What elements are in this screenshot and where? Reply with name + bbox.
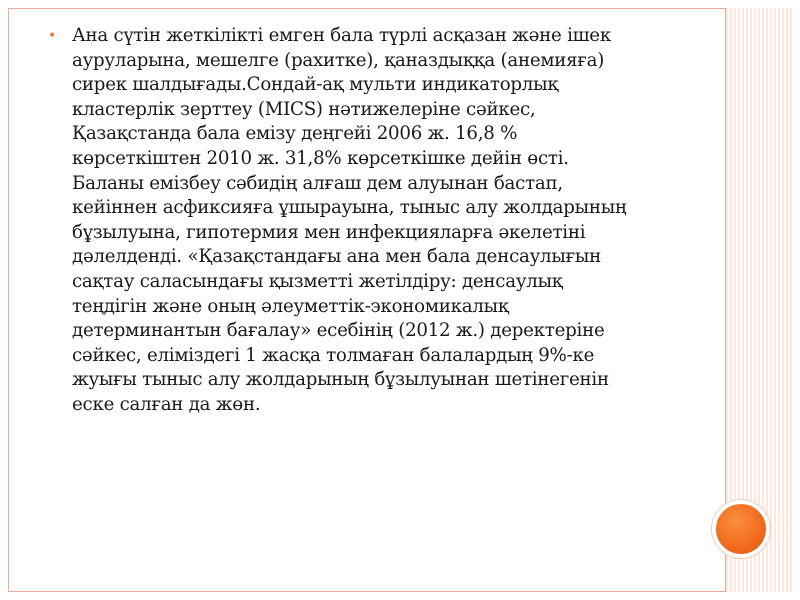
text-line: бұзылуына, гипотермия мен инфекцияларға әкелетіні (72, 221, 586, 243)
slide-content (48, 24, 698, 418)
text-line: детерминантын бағалау» есебінің (2012 ж.) деректеріне (72, 320, 605, 342)
text-line: теңдігін және оның әлеуметтік-экономикалық (72, 295, 509, 317)
text-line: еске салған да жөн. (72, 393, 261, 415)
text-line: кластерлік зерттеу (MICS) нәтижелеріне сәйкес, (72, 98, 536, 120)
text-line: сирек шалдығады.Сондай-ақ мульти индикаторлық (72, 74, 559, 96)
text-line: сақтау саласындағы қызметті жетілдіру: денсаулық (72, 270, 563, 292)
bullet-icon: • (48, 28, 57, 44)
text-line: жуығы тыныс алу жолдарының бұзылуынан шетінегенін (72, 369, 609, 391)
orange-circle-icon (712, 500, 770, 558)
bullet-item (48, 24, 698, 418)
text-line: Баланы емізбеу сәбидің алғаш дем алуынан бастап, (72, 172, 563, 194)
text-line: ауруларына, мешелге (рахитке), қаназдыққа (анемияға) (72, 49, 605, 71)
text-line: Қазақстанда бала емізу деңгейі 2006 ж. 16,8 % (72, 123, 518, 145)
text-line: дәлелденді. «Қазақстандағы ана мен бала денсаулығын (72, 246, 601, 268)
text-line: Ана сүтін жеткілікті емген бала түрлі асқазан және ішек (72, 25, 611, 46)
text-line: көрсеткіштен 2010 ж. 31,8% көрсеткішке дейін өсті. (72, 147, 569, 169)
text-line: сәйкес, еліміздегі 1 жасқа толмаған балалардың 9%-ке (72, 344, 595, 366)
text-line: кейіннен асфиксияға ұшырауына, тыныс алу жолдарының (72, 197, 627, 219)
body-paragraph (72, 24, 626, 418)
